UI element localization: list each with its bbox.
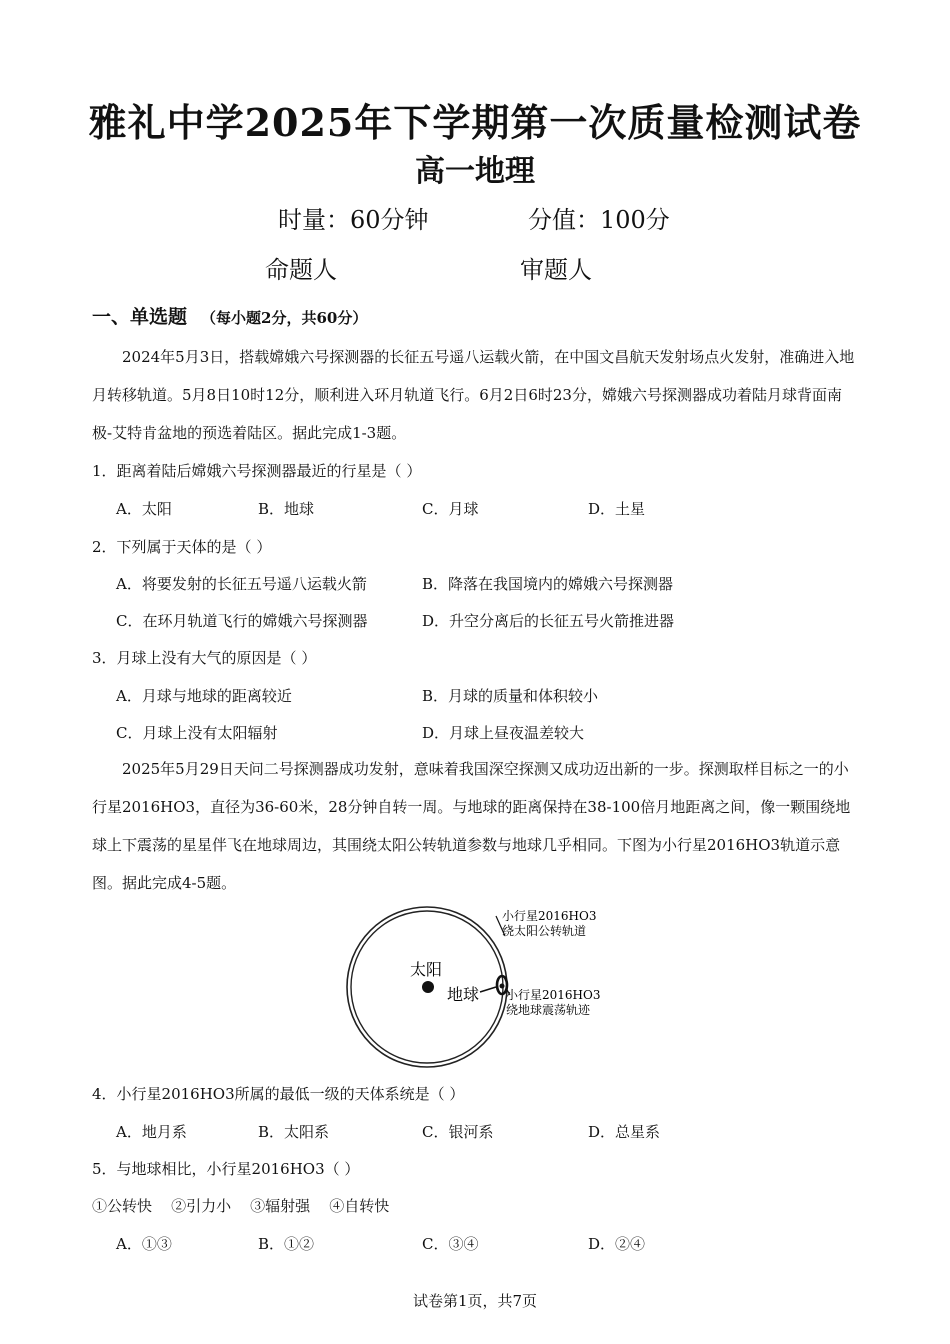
q3-option-b: B．月球的质量和体积较小: [422, 687, 599, 705]
exam-reviewer: 审题人: [520, 256, 592, 284]
question-5-stem: 5．与地球相比，小行星2016HO3（ ）: [92, 1160, 360, 1178]
section-title: 一、单选题: [92, 306, 188, 328]
question-3-stem: 3．月球上没有大气的原因是（ ）: [92, 649, 317, 667]
exam-subject: 高一地理: [415, 154, 535, 189]
exam-score: 分值：100分: [528, 206, 670, 234]
question-4-stem: 4．小行星2016HO3所属的最低一级的天体系统是（ ）: [92, 1085, 465, 1103]
orbit-label-2: 绕太阳公转轨道: [502, 924, 587, 938]
orbit-label-1: 小行星2016HO3: [502, 909, 597, 923]
earth-dot: [500, 984, 505, 989]
q5-statements: ①公转快 ②引力小 ③辐射强 ④自转快: [92, 1197, 390, 1215]
earth-label: 地球: [447, 985, 480, 1004]
section-note: （每小题2分，共60分）: [201, 309, 368, 327]
section-heading: [92, 302, 367, 329]
page-footer: 试卷第1页，共7页: [412, 1292, 538, 1310]
passage-2: 2025年5月29日天问二号探测器成功发射，意味着我国深空探测又成功迈出新的一步。探测取样目标之一的小行星2016HO3，直径为36-60米，28分钟自转一周。与地球的距离保持在38-100倍月地距离之间，像一颗围绕地球上下震荡的星星伴飞在地球周边，其围绕太阳公转轨道参数与地球几乎相同。下图为小行星2016HO3轨道示意图。据此完成4-5题。: [92, 760, 851, 892]
q3-option-c: C．月球上没有太阳辐射: [116, 724, 278, 742]
exam-duration: 时量：60分钟: [278, 206, 429, 234]
question-2-stem: 2．下列属于天体的是（ ）: [92, 538, 272, 556]
q4-option-a: A．地月系: [116, 1123, 187, 1141]
sun-label: 太阳: [410, 960, 443, 979]
q3-option-a: A．月球与地球的距离较近: [116, 687, 292, 705]
q5-option-c: C．③④: [422, 1235, 479, 1253]
q4-option-c: C．银河系: [422, 1123, 494, 1141]
exam-setter: 命题人: [265, 256, 337, 284]
sun-dot: [422, 981, 434, 993]
q4-option-b: B．太阳系: [258, 1123, 330, 1141]
q2-option-a: A．将要发射的长征五号遥八运载火箭: [116, 575, 367, 593]
q2-option-c: C．在环月轨道飞行的嫦娥六号探测器: [116, 612, 368, 630]
asteroid-orbit-figure: [330, 900, 630, 1080]
q2-option-b: B．降落在我国境内的嫦娥六号探测器: [422, 575, 674, 593]
q3-option-d: D．月球上昼夜温差较大: [422, 724, 585, 742]
q5-option-b: B．①②: [258, 1235, 315, 1253]
exam-title: 雅礼中学2025年下学期第一次质量检测试卷: [88, 100, 862, 145]
q1-option-c: C．月球: [422, 500, 479, 518]
oscillation-label-2: 绕地球震荡轨迹: [506, 1003, 591, 1017]
q1-option-d: D．土星: [588, 500, 646, 518]
passage-1: 2024年5月3日，搭载嫦娥六号探测器的长征五号遥八运载火箭，在中国文昌航天发射场点火发射，准确进入地月转移轨道。5月8日10时12分，顺利进入环月轨道飞行。6月2日6时23分，嫦娥六号探测器成功着陆月球背面南极-艾特肯盆地的预选着陆区。据此完成1-3题。: [92, 348, 855, 442]
q4-option-d: D．总星系: [588, 1123, 661, 1141]
q5-option-d: D．②④: [588, 1235, 646, 1253]
q2-option-d: D．升空分离后的长征五号火箭推进器: [422, 612, 675, 630]
q1-option-a: A．太阳: [116, 500, 172, 518]
oscillation-label-1: 小行星2016HO3: [506, 988, 601, 1002]
q1-option-b: B．地球: [258, 500, 315, 518]
question-1-stem: 1．距离着陆后嫦娥六号探测器最近的行星是（ ）: [92, 462, 422, 480]
q5-option-a: A．①③: [116, 1235, 172, 1253]
earth-pointer-line: [480, 987, 496, 992]
